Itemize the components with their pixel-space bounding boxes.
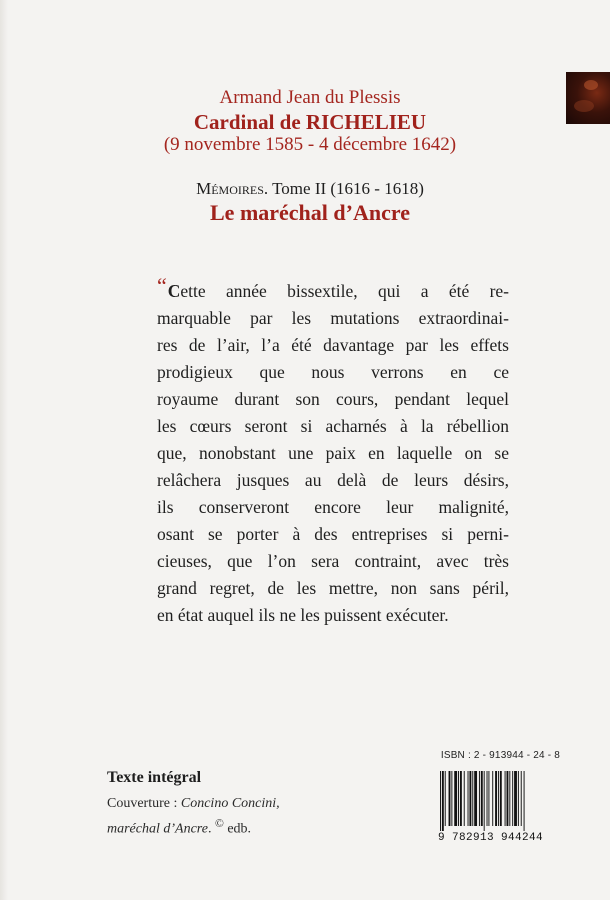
- barcode-bar: [492, 771, 493, 826]
- barcode-bar: [509, 771, 510, 826]
- barcode-bar: [449, 771, 451, 826]
- quote-line: res de l’air, l’a été davantage par les effets: [157, 335, 509, 355]
- barcode-bar: [451, 771, 452, 826]
- barcode-bar: [472, 771, 473, 826]
- quote-line: cieuses, que l’on sera contraint, avec très: [157, 551, 509, 571]
- author-name: Armand Jean du Plessis: [219, 87, 401, 108]
- open-quote-mark: “: [157, 273, 167, 298]
- barcode-bar: [469, 771, 471, 826]
- quote-line: [157, 273, 509, 305]
- volume-header: [150, 178, 470, 226]
- quote-line: en état auquel ils ne les puissent exécuter.: [157, 605, 449, 625]
- cover-work-2: maréchal d’Ancre: [107, 821, 208, 837]
- copyright-mark: ©: [214, 817, 224, 830]
- spine-edge: [0, 0, 8, 900]
- barcode-bar: [454, 771, 457, 826]
- quote-line: les cœurs seront si acharnés à la rébellion: [157, 416, 509, 436]
- cover-thumbnail-image: [566, 72, 610, 124]
- quote-first-letter: C: [167, 281, 181, 301]
- quote-line: que, nonobstant une paix en laquelle on se: [157, 443, 509, 463]
- barcode-bar: [481, 771, 483, 826]
- barcode-bar: [464, 771, 465, 826]
- barcode: [438, 771, 558, 831]
- barcode-bar: [458, 771, 459, 826]
- author-header: [150, 86, 470, 156]
- barcode-bar: [498, 771, 499, 826]
- isbn-block: [438, 750, 560, 844]
- series-line: [150, 178, 470, 200]
- cover-work: Concino Concini,: [180, 796, 280, 811]
- quote-line: marquable par les mutations extraordinai-: [157, 308, 509, 328]
- barcode-bar: [468, 771, 469, 826]
- publisher: edb.: [227, 821, 252, 837]
- barcode-bar: [524, 771, 525, 831]
- barcode-bar: [500, 771, 502, 826]
- edition-label: Texte intégral: [107, 769, 202, 786]
- barcode-bar: [507, 771, 509, 826]
- barcode-bar: [518, 771, 519, 826]
- footer-info: [107, 768, 327, 840]
- barcode-bar: [479, 771, 480, 826]
- barcode-bar: [514, 771, 517, 826]
- barcode-bar: [487, 771, 488, 826]
- quote-line: grand regret, de les mettre, non sans péril,: [157, 578, 509, 598]
- barcode-bar: [488, 771, 489, 826]
- cover-credit: Couverture : Concino Concini, maréchal d’Ancre. © edb.: [107, 796, 280, 837]
- cover-label: Couverture :: [107, 796, 178, 811]
- quote-line: relâchera jusques au delà de leurs désirs,: [157, 470, 509, 490]
- barcode-bar: [442, 771, 444, 831]
- barcode-bar: [474, 771, 477, 826]
- author-dates: (9 novembre 1585 - 4 décembre 1642): [163, 134, 457, 155]
- quote-line: osant se porter à des entreprises si perni-: [157, 524, 509, 544]
- barcode-bar: [445, 771, 446, 826]
- barcode-bar: [484, 771, 485, 831]
- series-label: Mémoires.: [196, 179, 269, 198]
- volume-number: Tome II (1616 - 1618): [272, 179, 424, 198]
- barcode-bar: [460, 771, 462, 826]
- quote-line: royaume durant son cours, pendant lequel: [157, 389, 509, 409]
- barcode-digits: 9 782913 944244: [438, 832, 544, 844]
- barcode-bar: [505, 771, 506, 826]
- barcode-bar: [521, 771, 522, 826]
- isbn-text: ISBN : 2 - 913944 - 24 - 8: [440, 750, 560, 761]
- quote-excerpt: [157, 273, 509, 629]
- barcode-bar: [440, 771, 441, 831]
- author-title: Cardinal de RICHELIEU: [193, 110, 427, 134]
- quote-line-text: ette année bissextile, qui a été re-: [180, 281, 509, 301]
- volume-title: Le maréchal d’Ancre: [210, 200, 410, 225]
- quote-line: ils conserveront encore leur malignité,: [157, 497, 509, 517]
- quote-line: prodigieux que nous verrons en ce: [157, 362, 509, 382]
- barcode-bar: [512, 771, 513, 826]
- barcode-bar: [495, 771, 497, 826]
